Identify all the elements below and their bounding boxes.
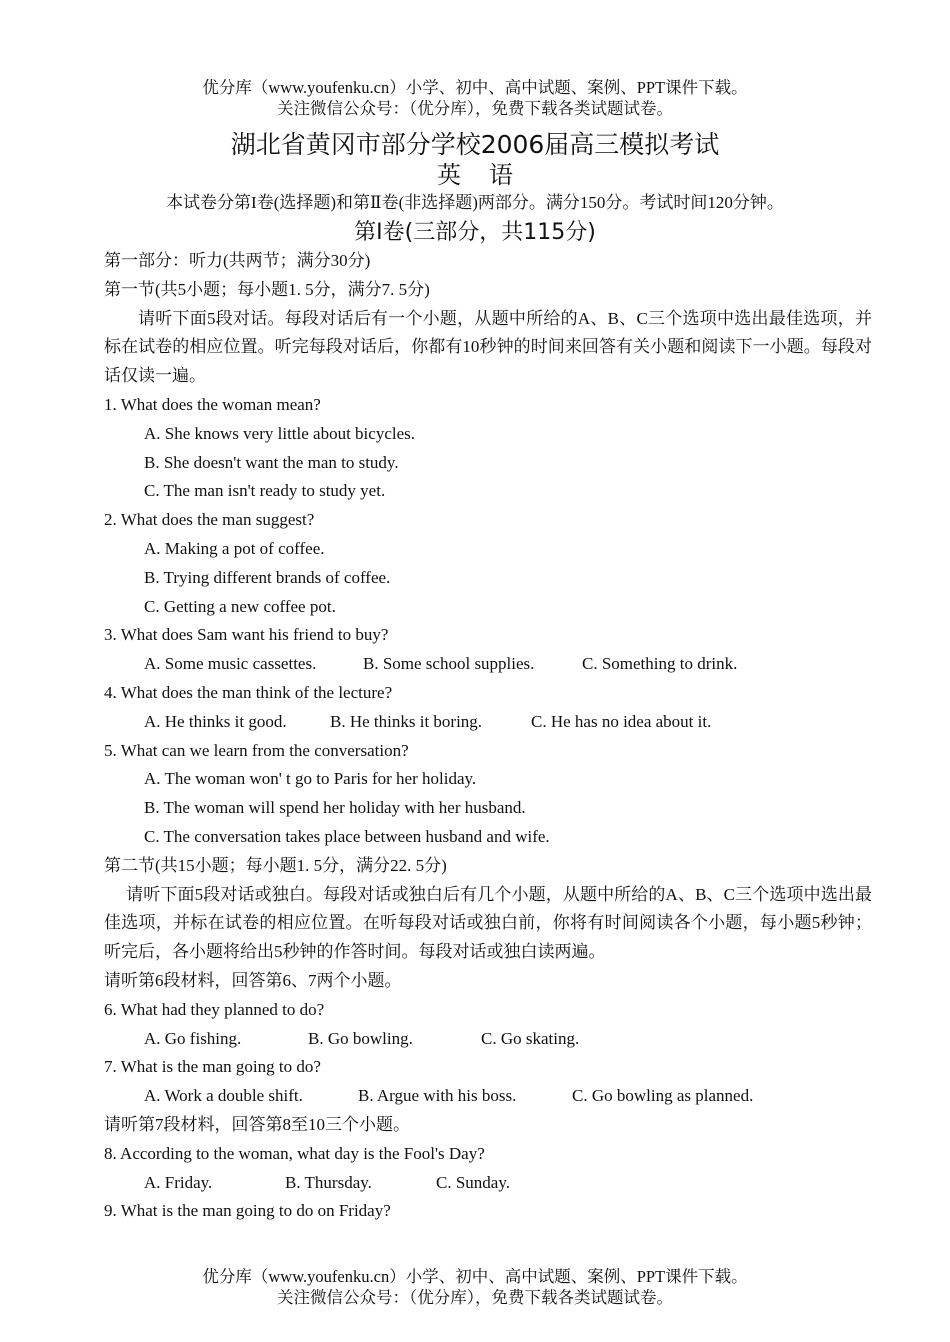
section2-heading: 第二节(共15小题；每小题1. 5分，满分22. 5分) — [104, 855, 447, 875]
exam-subject: 英语 — [437, 161, 541, 189]
q4-options — [104, 708, 872, 737]
q8-options — [104, 1169, 872, 1198]
question-9: 9. What is the man going to do on Friday? — [104, 1201, 391, 1221]
q7-option-a: A. Work a double shift. — [144, 1086, 303, 1106]
q5-option-c: C. The conversation takes place between husband and wife. — [144, 826, 550, 846]
header-line-1: 优分库（www.youfenku.cn）小学、初中、高中试题、案例、PPT课件下载。 — [202, 78, 748, 97]
question-2: 2. What does the man suggest? — [104, 510, 315, 530]
header-line-2: 关注微信公众号：（优分库），免费下载各类试题试卷。 — [277, 99, 673, 118]
q2-option-c: C. Getting a new coffee pot. — [144, 596, 336, 616]
question-5: 5. What can we learn from the conversation? — [104, 740, 409, 760]
q2-option-a: A. Making a pot of coffee. — [144, 538, 325, 558]
footer-line-1: 优分库（www.youfenku.cn）小学、初中、高中试题、案例、PPT课件下载。 — [202, 1267, 748, 1286]
q3-option-b: B. Some school supplies. — [363, 654, 535, 674]
question-8: 8. According to the woman, what day is the Fool's Day? — [104, 1143, 485, 1163]
q4-option-c: C. He has no idea about it. — [531, 711, 712, 731]
q2-option-b: B. Trying different brands of coffee. — [144, 567, 391, 587]
q1-option-b: B. She doesn't want the man to study. — [144, 452, 399, 472]
footer-line-2: 关注微信公众号：（优分库），免费下载各类试题试卷。 — [277, 1288, 673, 1307]
page-header — [0, 77, 950, 119]
q7-options — [104, 1082, 872, 1111]
q8-option-c: C. Sunday. — [436, 1172, 510, 1192]
q5-option-b: B. The woman will spend her holiday with her husband. — [144, 798, 526, 818]
q6-options — [104, 1025, 872, 1054]
q7-option-c: C. Go bowling as planned. — [572, 1086, 754, 1106]
q6-option-b: B. Go bowling. — [308, 1028, 413, 1048]
q8-option-b: B. Thursday. — [285, 1172, 372, 1192]
section2-instructions: 请听下面5段对话或独白。每段对话或独白后有几个小题，从题中所给的A、B、C三个选项中选出最佳选项，并标在试卷的相应位置。在听每段对话或独白前，你将有时间阅读各个小题，每小题5秒钟；听完后，各小题将给出5秒钟的作答时间。每段对话或独白读两遍。 — [104, 884, 872, 962]
q7-option-b: B. Argue with his boss. — [358, 1086, 517, 1106]
page-footer — [0, 1266, 950, 1308]
material-6-note: 请听第6段材料，回答第6、7两个小题。 — [104, 970, 402, 990]
q3-options — [104, 650, 872, 679]
exam-title: 湖北省黄冈市部分学校2006届高三模拟考试 — [230, 130, 720, 159]
section1-instructions: 请听下面5段对话。每段对话后有一个小题，从题中所给的A、B、C三个选项中选出最佳选项，并标在试卷的相应位置。听完每段对话后，你都有10秒钟的时间来回答有关小题和阅读下一小题。每段对话仅读一遍。 — [104, 308, 872, 386]
q6-option-a: A. Go fishing. — [144, 1028, 242, 1048]
exam-content — [104, 247, 872, 1226]
q5-option-a: A. The woman won' t go to Paris for her holiday. — [144, 769, 477, 789]
section1-heading: 第一节(共5小题；每小题1. 5分，满分7. 5分) — [104, 279, 430, 299]
question-6: 6. What had they planned to do? — [104, 999, 325, 1019]
material-7-note: 请听第7段材料，回答第8至10三个小题。 — [104, 1114, 410, 1134]
q4-option-b: B. He thinks it boring. — [330, 711, 483, 731]
volume-heading: 第I卷(三部分，共115分) — [354, 220, 596, 245]
q1-option-a: A. She knows very little about bicycles. — [144, 423, 416, 443]
q1-option-c: C. The man isn't ready to study yet. — [144, 481, 386, 501]
q4-option-a: A. He thinks it good. — [144, 711, 287, 731]
question-7: 7. What is the man going to do? — [104, 1057, 321, 1077]
q8-option-a: A. Friday. — [144, 1172, 213, 1192]
exam-intro: 本试卷分第I卷(选择题)和第Ⅱ卷(非选择题)两部分。满分150分。考试时间120分钟。 — [166, 193, 784, 212]
part1-heading: 第一部分：听力(共两节；满分30分) — [104, 251, 371, 270]
question-3: 3. What does Sam want his friend to buy? — [104, 625, 389, 645]
q6-option-c: C. Go skating. — [481, 1028, 580, 1048]
question-4: 4. What does the man think of the lecture? — [104, 682, 393, 702]
q3-option-c: C. Something to drink. — [582, 654, 738, 674]
q3-option-a: A. Some music cassettes. — [144, 654, 317, 674]
question-1: 1. What does the woman mean? — [104, 394, 321, 414]
